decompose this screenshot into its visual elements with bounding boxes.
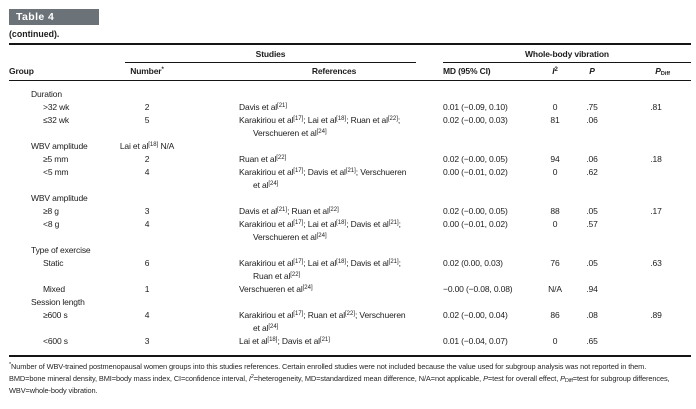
abbreviation-segment: =test for subgroup differences, WBV=whole-body vibration. [9,374,670,395]
cell-group: ≥600 s [43,310,68,320]
reference-line: Davis et al[21]; Ruan et al[22] [239,206,339,216]
footnote-note-text: Number of WBV-trained postmenopausal women groups into this studies references. Certain enrolled studies were not included because the value used for subgroup analysis was not reported in them. [11,362,647,371]
cell-group: WBV amplitude [31,193,88,203]
cell-p: .65 [586,336,598,346]
table-row [9,244,691,257]
table-row [9,166,691,192]
cell-references [175,244,429,245]
cell-group: <8 g [43,219,60,229]
cell-i2 [533,140,577,141]
cell-group: Type of exercise [31,245,91,255]
cell-i2: 0 [552,167,558,177]
cell-pdiff [607,192,691,193]
cell-p: .94 [586,284,598,294]
continued-label: (continued). [9,29,60,39]
cell-group: ≤32 wk [43,115,69,125]
cell-group: <600 s [43,336,68,346]
cell-p: .08 [586,310,598,320]
table-row [9,218,691,244]
abbreviation-segment: Diff [565,378,573,384]
cell-references [175,166,429,192]
i2-exponent: 2 [554,67,558,73]
cell-p: .05 [586,206,598,216]
cell-references [175,114,429,140]
cell-group: Mixed [43,284,65,294]
spacer [9,62,119,63]
cell-number [119,244,175,245]
reference-line: Verschueren et al[24] [253,128,327,138]
cell-p: .57 [586,219,598,229]
cell-md: −0.00 (−0.08, 0.08) [443,284,513,294]
table-row [9,114,691,140]
cell-p: .75 [586,102,598,112]
cell-group: Static [43,258,64,268]
cell-p: .62 [586,167,598,177]
cell-md: 0.00 (−0.01, 0.02) [443,167,508,177]
cell-references [175,218,429,244]
cell-md: 0.01 (−0.09, 0.10) [443,102,508,112]
cell-number [119,88,175,89]
reference-line: Lai et al[18]; Davis et al[21] [239,336,330,346]
cell-pdiff: .17 [650,206,662,216]
reference-line: Davis et al[21] [239,102,288,112]
cell-pdiff [607,335,691,336]
table-tag: Table 4 [9,9,99,25]
footnote-marker: * [9,362,12,368]
table-row [9,283,691,296]
cell-i2 [533,244,577,245]
cell-md [429,296,533,297]
cell-md [429,88,533,89]
column-header-i2 [533,65,577,78]
reference-line: Karakiriou et al[17]; Lai et al[18]; Ruan et al[22]; [239,115,401,125]
reference-line: Ruan et al[22] [239,154,287,164]
column-header-p [577,65,607,78]
footnote-study-note [9,361,696,373]
abbreviation-segment: =test for overall effect, [487,374,561,383]
abbreviation-segment: BMD=bone mineral density, BMI=body mass index, CI=confidence interval, [9,374,249,383]
footnote-abbreviations [9,373,696,397]
table-row [9,153,691,166]
cell-i2 [533,88,577,89]
cell-group: >32 wk [43,102,70,112]
cell-references [175,205,429,218]
cell-group: WBV amplitude [31,141,88,151]
cell-pdiff [607,114,691,115]
cell-number: 4 [144,219,150,229]
column-header-number [119,65,175,78]
subgroup-table [9,43,691,357]
column-group-row [9,45,691,63]
cell-pdiff [607,166,691,167]
cell-references [175,140,429,141]
cell-p [577,140,607,141]
cell-pdiff [607,88,691,89]
cell-number: 6 [144,258,150,268]
cell-pdiff [607,296,691,297]
number-label: Number [130,66,162,76]
colgroup-studies: Studies [125,48,416,63]
cell-references [175,283,429,296]
p-symbol: P [589,66,595,76]
cell-i2: 0 [552,102,558,112]
reference-line: Karakiriou et al[17]; Lai et al[18]; Davis et al[21]; [239,219,401,229]
cell-i2: 0 [552,336,558,346]
cell-references [175,153,429,166]
cell-references [175,192,429,193]
cell-p [577,244,607,245]
reference-line: et al[24] [253,323,279,333]
cell-p [577,192,607,193]
cell-group: Session length [31,297,85,307]
cell-number: 5 [144,115,150,125]
cell-pdiff: .63 [650,258,662,268]
cell-p: .06 [586,154,598,164]
cell-i2: 86 [550,310,560,320]
cell-references [175,309,429,335]
cell-references [175,335,429,348]
pdiff-subscript: Diff [660,71,670,77]
cell-i2: N/A [548,284,562,294]
table-row [9,257,691,283]
cell-number [119,296,175,297]
cell-pdiff [607,283,691,284]
abbreviation-segment: P [483,374,488,383]
cell-p: .05 [586,258,598,268]
cell-pdiff [607,218,691,219]
cell-md: 0.02 (−0.00, 0.04) [443,310,508,320]
number-footnote-marker: * [161,67,164,73]
cell-i2: 88 [550,206,560,216]
cell-group: ≥5 mm [43,154,69,164]
colgroup-wbv: Whole-body vibration [443,48,691,63]
cell-md: 0.02 (0.00, 0.03) [443,258,503,268]
cell-references [175,296,429,297]
reference-line: Verschueren et al[24] [253,232,327,242]
cell-number: 2 [144,102,150,112]
abbreviation-segment: =heterogeneity, MD=standardized mean difference, N/A=not applicable, [253,374,484,383]
table-row [9,309,691,335]
table-header [9,43,691,81]
abbreviation-segment: I [248,374,251,383]
table-row [9,101,691,114]
abbreviation-segment: 2 [250,374,254,380]
table-row [9,205,691,218]
cell-i2: 81 [550,115,560,125]
cell-group: <5 mm [43,167,69,177]
cell-md: 0.02 (−0.00, 0.05) [443,206,508,216]
cell-i2: 0 [552,219,558,229]
cell-i2 [533,296,577,297]
pdiff-symbol: P [655,66,661,76]
reference-line: Ruan et al[22] [253,271,301,281]
cell-references [175,257,429,283]
cell-number: Lai et al[18] N/A [119,141,175,151]
cell-number: 3 [144,336,150,346]
abbreviation-segment: P [560,374,565,383]
cell-number: 2 [144,154,150,164]
cell-number [119,192,175,193]
cell-number: 1 [144,284,150,294]
reference-line: Karakiriou et al[17]; Ruan et al[22]; Verschueren [239,310,406,320]
reference-line: Karakiriou et al[17]; Davis et al[21]; Verschueren [239,167,407,177]
footnotes [9,361,696,397]
cell-md: 0.01 (−0.04, 0.07) [443,336,508,346]
table-row [9,335,691,348]
column-header-md: MD (95% CI) [443,66,491,76]
cell-md [429,140,533,141]
column-header-pdiff [607,65,691,78]
cell-i2: 76 [550,258,560,268]
cell-group: ≥8 g [43,206,59,216]
reference-line: Karakiriou et al[17]; Lai et al[18]; Davis et al[21]; [239,258,401,268]
table-body [9,81,691,357]
cell-group: Duration [31,89,62,99]
column-header-group: Group [9,66,34,76]
cell-pdiff: .18 [650,154,662,164]
table-row [9,296,691,309]
cell-i2: 94 [550,154,560,164]
cell-pdiff [607,140,691,141]
cell-pdiff [607,244,691,245]
cell-number: 4 [144,167,150,177]
reference-line: et al[24] [253,180,279,190]
cell-md: 0.02 (−0.00, 0.05) [443,154,508,164]
table-row [9,192,691,205]
cell-md: 0.00 (−0.01, 0.02) [443,219,508,229]
cell-i2 [533,192,577,193]
cell-number: 4 [144,310,150,320]
cell-md [429,192,533,193]
table-row [9,140,691,153]
cell-pdiff: .81 [650,102,662,112]
cell-p [577,296,607,297]
reference-line: Verschueren et al[24] [239,284,313,294]
column-header-row [9,63,691,80]
cell-references [175,101,429,114]
column-header-references: References [311,66,357,76]
cell-md: 0.02 (−0.00, 0.03) [443,115,508,125]
cell-p [577,88,607,89]
cell-p: .06 [586,115,598,125]
cell-md [429,244,533,245]
cell-references [175,88,429,89]
i2-symbol: I [552,66,555,76]
cell-number: 3 [144,206,150,216]
cell-pdiff: .89 [650,310,662,320]
table-row [9,88,691,101]
